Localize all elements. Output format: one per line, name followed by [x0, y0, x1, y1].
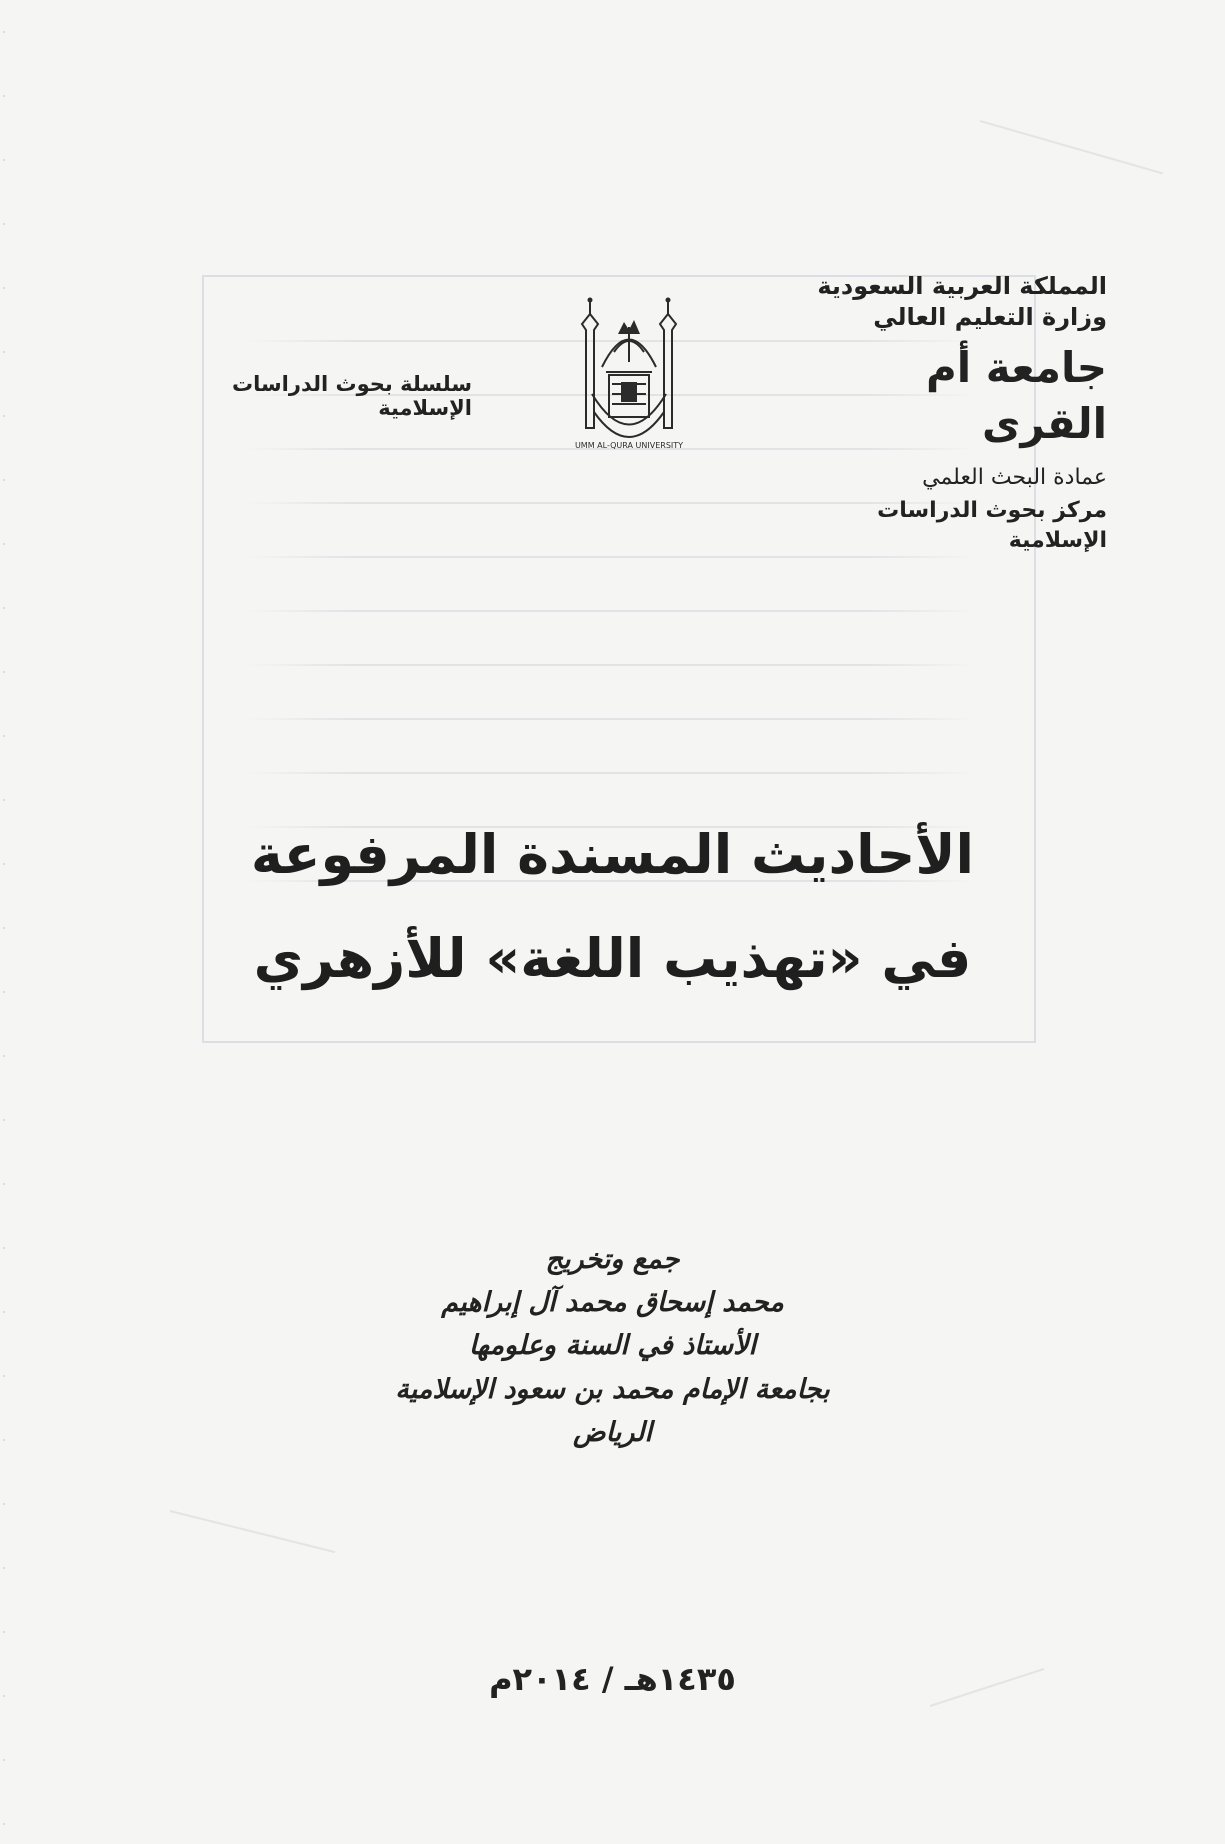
center-name: مركز بحوث الدراسات الإسلامية [877, 497, 1107, 553]
publication-date: ١٤٣٥هـ / ٢٠١٤م [489, 1660, 736, 1698]
series-title: سلسلة بحوث الدراسات الإسلامية [232, 372, 472, 420]
country-name: المملكة العربية السعودية [817, 272, 1107, 300]
author-info [0, 1238, 1225, 1454]
main-title-line-1: الأحاديث المسندة المرفوعة [250, 823, 975, 886]
city-name: الرياض [572, 1416, 652, 1448]
main-title-line-2: في «تهذيب اللغة» للأزهري [253, 927, 972, 991]
university-name: جامعة أم القرى [925, 342, 1107, 449]
author-affiliation: بجامعة الإمام محمد بن سعود الإسلامية [395, 1373, 830, 1405]
compilation-label: جمع وتخريج [545, 1244, 680, 1275]
author-title: الأستاذ في السنة وعلومها [468, 1330, 757, 1362]
ministry-name: وزارة التعليم العالي [873, 303, 1107, 332]
institution-header [807, 270, 1107, 555]
paper-scuff [980, 120, 1163, 174]
deanship-name: عمادة البحث العلمي [922, 465, 1107, 491]
umm-al-qura-university-emblem-icon [574, 272, 684, 462]
author-name: محمد إسحاق محمد آل إبراهيم [441, 1287, 784, 1319]
paper-scuff [170, 1510, 335, 1553]
university-logo [574, 272, 684, 462]
logo-text: UMM AL-QURA UNIVERSITY [574, 441, 684, 450]
main-title-block [0, 820, 1225, 994]
